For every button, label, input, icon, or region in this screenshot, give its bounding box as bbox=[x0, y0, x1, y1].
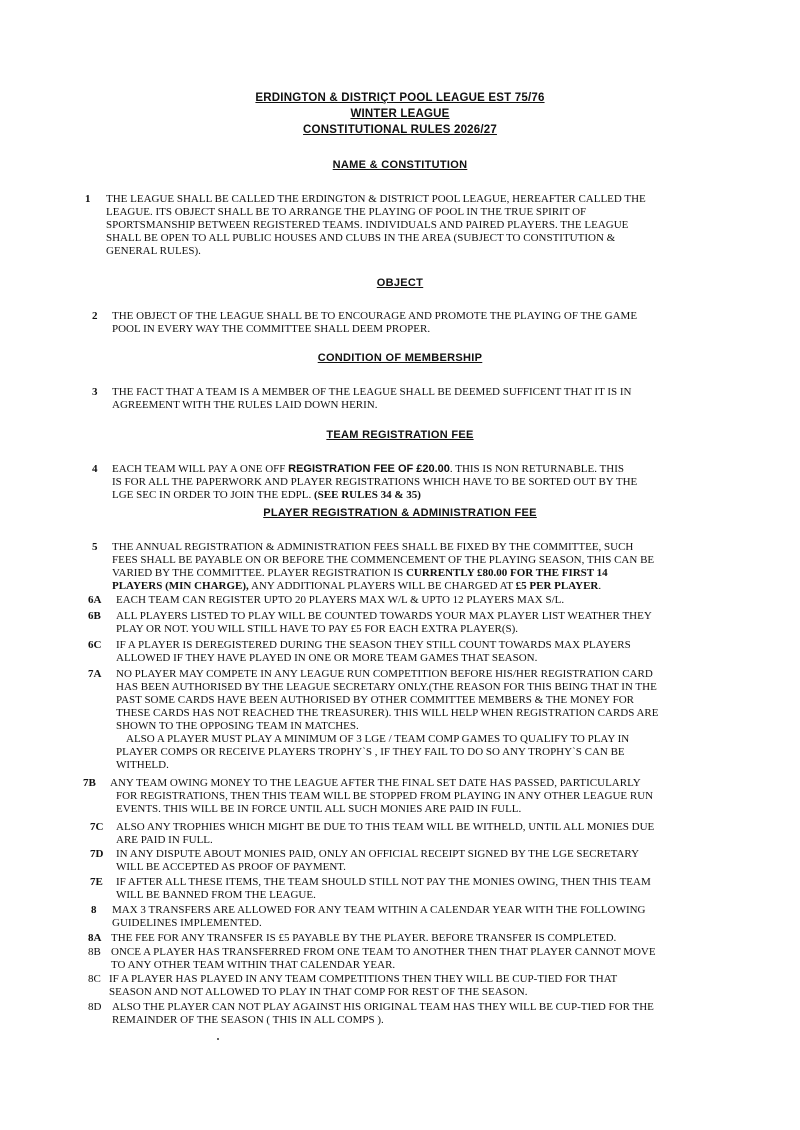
rule-number: 7C bbox=[90, 821, 104, 833]
rule-line: ALSO A PLAYER MUST PLAY A MINIMUM OF 3 LGE / TEAM COMP GAMES TO QUALIFY TO PLAY IN bbox=[126, 733, 630, 745]
rule-line: LGE SEC IN ORDER TO JOIN THE EDPL. (SEE RULES 34 & 35) bbox=[112, 489, 421, 501]
rule-number: 6C bbox=[88, 639, 102, 651]
rule-number: 8 bbox=[91, 904, 97, 916]
rule-line: PLAYERS (MIN CHARGE), ANY ADDITIONAL PLAYERS WILL BE CHARGED AT £5 PER PLAYER. bbox=[112, 580, 602, 592]
rule-line: THE LEAGUE SHALL BE CALLED THE ERDINGTON & DISTRICT POOL LEAGUE, HEREAFTER CALLED THE bbox=[106, 193, 646, 205]
rules-title: CONSTITUTIONAL RULES 2026/27 bbox=[303, 124, 497, 136]
rule-line: ALSO ANY TROPHIES WHICH MIGHT BE DUE TO THIS TEAM WILL BE WITHELD, UNTIL ALL MONIES DUE bbox=[116, 821, 655, 833]
rule-line: NO PLAYER MAY COMPETE IN ANY LEAGUE RUN COMPETITION BEFORE HIS/HER REGISTRATION CARD bbox=[116, 668, 653, 680]
rule-number: 2 bbox=[92, 310, 98, 322]
rule-line: THE FACT THAT A TEAM IS A MEMBER OF THE LEAGUE SHALL BE DEEMED SUFFICENT THAT IT IS IN bbox=[112, 386, 632, 398]
rule-line: THE ANNUAL REGISTRATION & ADMINISTRATION FEES SHALL BE FIXED BY THE COMMITTEE, SUCH bbox=[112, 541, 634, 553]
rule-number: 7A bbox=[88, 668, 102, 680]
rule-number: 7E bbox=[90, 876, 103, 888]
rule-line: WILL BE BANNED FROM THE LEAGUE. bbox=[116, 889, 316, 901]
rule-line: MAX 3 TRANSFERS ARE ALLOWED FOR ANY TEAM WITHIN A CALENDAR YEAR WITH THE FOLLOWING bbox=[112, 904, 646, 916]
rule-line: ARE PAID IN FULL. bbox=[116, 834, 213, 846]
rule-number: 8B bbox=[88, 946, 101, 958]
rule-line: ALSO THE PLAYER CAN NOT PLAY AGAINST HIS ORIGINAL TEAM HAS THEY WILL BE CUP-TIED FOR THE bbox=[112, 1001, 654, 1013]
scan-speck bbox=[217, 1038, 219, 1040]
rule-number: 1 bbox=[85, 193, 91, 205]
rule-line: PAST SOME CARDS HAVE BEEN AUTHORISED BY OTHER COMMITTEE MEMBERS & THE MONEY FOR bbox=[116, 694, 634, 706]
section-heading-membership: CONDITION OF MEMBERSHIP bbox=[317, 352, 483, 364]
rule-number: 8D bbox=[88, 1001, 102, 1013]
rule-line: THE OBJECT OF THE LEAGUE SHALL BE TO ENCOURAGE AND PROMOTE THE PLAYING OF THE GAME bbox=[112, 310, 638, 322]
section-heading-player-fee: PLAYER REGISTRATION & ADMINISTRATION FEE bbox=[263, 507, 537, 519]
rule-line: PLAY OR NOT. YOU WILL STILL HAVE TO PAY £5 FOR EACH EXTRA PLAYER(S). bbox=[116, 623, 519, 635]
rule-number: 5 bbox=[92, 541, 98, 553]
rule-line: TO ANY OTHER TEAM WITHIN THAT CALENDAR YEAR. bbox=[111, 959, 396, 971]
rule-number: 8C bbox=[88, 973, 101, 985]
rule-number: 7D bbox=[90, 848, 104, 860]
rule-line: VARIED BY THE COMMITTEE. PLAYER REGISTRATION IS CURRENTLY £80.00 FOR THE FIRST 14 bbox=[112, 567, 608, 579]
rule-line: IF AFTER ALL THESE ITEMS, THE TEAM SHOULD STILL NOT PAY THE MONIES OWING, THEN THIS TEAM bbox=[116, 876, 651, 888]
rule-line: GUIDELINES IMPLEMENTED. bbox=[112, 917, 262, 929]
rule-line: REMAINDER OF THE SEASON ( THIS IN ALL COMPS ). bbox=[112, 1014, 384, 1026]
rule-line: IS FOR ALL THE PAPERWORK AND PLAYER REGISTRATIONS WHICH HAVE TO BE SORTED OUT BY THE bbox=[112, 476, 638, 488]
rule-line: EVENTS. THIS WILL BE IN FORCE UNTIL ALL SUCH MONIES ARE PAID IN FULL. bbox=[116, 803, 522, 815]
rule-line: THE FEE FOR ANY TRANSFER IS £5 PAYABLE BY THE PLAYER. BEFORE TRANSFER IS COMPLETED. bbox=[111, 932, 617, 944]
section-heading-team-fee: TEAM REGISTRATION FEE bbox=[326, 429, 474, 441]
section-heading-name: NAME & CONSTITUTION bbox=[332, 159, 468, 171]
rule-line: EACH TEAM WILL PAY A ONE OFF REGISTRATION FEE OF £20.00. THIS IS NON RETURNABLE. THIS bbox=[112, 463, 624, 475]
rule-line: WITHELD. bbox=[116, 759, 169, 771]
league-title: ERDINGTON & DISTRIÇT POOL LEAGUE EST 75/76 bbox=[255, 92, 545, 104]
rule-line: ONCE A PLAYER HAS TRANSFERRED FROM ONE TEAM TO ANOTHER THEN THAT PLAYER CANNOT MOVE bbox=[111, 946, 656, 958]
rule-number: 6A bbox=[88, 594, 102, 606]
team-fee-amount: REGISTRATION FEE OF £20.00 bbox=[288, 463, 450, 475]
rule-line: SPORTSMANSHIP BETWEEN REGISTERED TEAMS. INDIVIDUALS AND PAIRED PLAYERS. THE LEAGUE bbox=[106, 219, 629, 231]
rule-number: 8A bbox=[88, 932, 102, 944]
rule-line: POOL IN EVERY WAY THE COMMITTEE SHALL DEEM PROPER. bbox=[112, 323, 431, 335]
rule-line: FOR REGISTRATIONS, THEN THIS TEAM WILL BE STOPPED FROM PLAYING IN ANY OTHER LEAGUE RUN bbox=[116, 790, 654, 802]
rule-line: THESE CARDS HAS NOT REACHED THE TREASURER). THIS WILL HELP WHEN REGISTRATION CARDS ARE bbox=[116, 707, 659, 719]
rule-line: IF A PLAYER IS DEREGISTERED DURING THE SEASON THEY STILL COUNT TOWARDS MAX PLAYERS bbox=[116, 639, 631, 651]
rule-number: 7B bbox=[83, 777, 96, 789]
rule-number: 3 bbox=[92, 386, 98, 398]
rule-line: ALL PLAYERS LISTED TO PLAY WILL BE COUNTED TOWARDS YOUR MAX PLAYER LIST WEATHER THEY bbox=[116, 610, 652, 622]
rule-line: GENERAL RULES). bbox=[106, 245, 201, 257]
rule-line: IN ANY DISPUTE ABOUT MONIES PAID, ONLY AN OFFICIAL RECEIPT SIGNED BY THE LGE SECRETARY bbox=[116, 848, 640, 860]
rule-line: LEAGUE. ITS OBJECT SHALL BE TO ARRANGE THE PLAYING OF POOL IN THE TRUE SPIRIT OF bbox=[106, 206, 587, 218]
rule-line: SHALL BE OPEN TO ALL PUBLIC HOUSES AND CLUBS IN THE AREA (SUBJECT TO CONSTITUTION & bbox=[106, 232, 616, 244]
rule-line: SEASON AND NOT ALLOWED TO PLAY IN THAT COMP FOR REST OF THE SEASON. bbox=[109, 986, 528, 998]
rule-line: WILL BE ACCEPTED AS PROOF OF PAYMENT. bbox=[116, 861, 346, 873]
rule-line: SHOWN TO THE OPPOSING TEAM IN MATCHES. bbox=[116, 720, 359, 732]
rule-number: 6B bbox=[88, 610, 101, 622]
rule-line: PLAYER COMPS OR RECEIVE PLAYERS TROPHY`S , IF THEY FAIL TO DO SO ANY TROPHY`S CAN BE bbox=[116, 746, 625, 758]
rule-line: ANY TEAM OWING MONEY TO THE LEAGUE AFTER THE FINAL SET DATE HAS PASSED, PARTICULARLY bbox=[110, 777, 641, 789]
rule-number: 4 bbox=[92, 463, 98, 475]
rule-line: HAS BEEN AUTHORISED BY THE LEAGUE SECRETARY ONLY.(THE REASON FOR THIS BEING THAT IN THE bbox=[116, 681, 657, 693]
league-subtitle: WINTER LEAGUE bbox=[350, 108, 450, 120]
rule-line: FEES SHALL BE PAYABLE ON OR BEFORE THE COMMENCEMENT OF THE PLAYING SEASON, THIS CAN BE bbox=[112, 554, 655, 566]
rule-line: AGREEMENT WITH THE RULES LAID DOWN HERIN. bbox=[112, 399, 378, 411]
rule-line: EACH TEAM CAN REGISTER UPTO 20 PLAYERS MAX W/L & UPTO 12 PLAYERS MAX S/L. bbox=[116, 594, 565, 606]
rule-line: IF A PLAYER HAS PLAYED IN ANY TEAM COMPETITIONS THEN THEY WILL BE CUP-TIED FOR THAT bbox=[109, 973, 618, 985]
section-heading-object: OBJECT bbox=[376, 277, 424, 289]
rule-line: ALLOWED IF THEY HAVE PLAYED IN ONE OR MORE TEAM GAMES THAT SEASON. bbox=[116, 652, 538, 664]
